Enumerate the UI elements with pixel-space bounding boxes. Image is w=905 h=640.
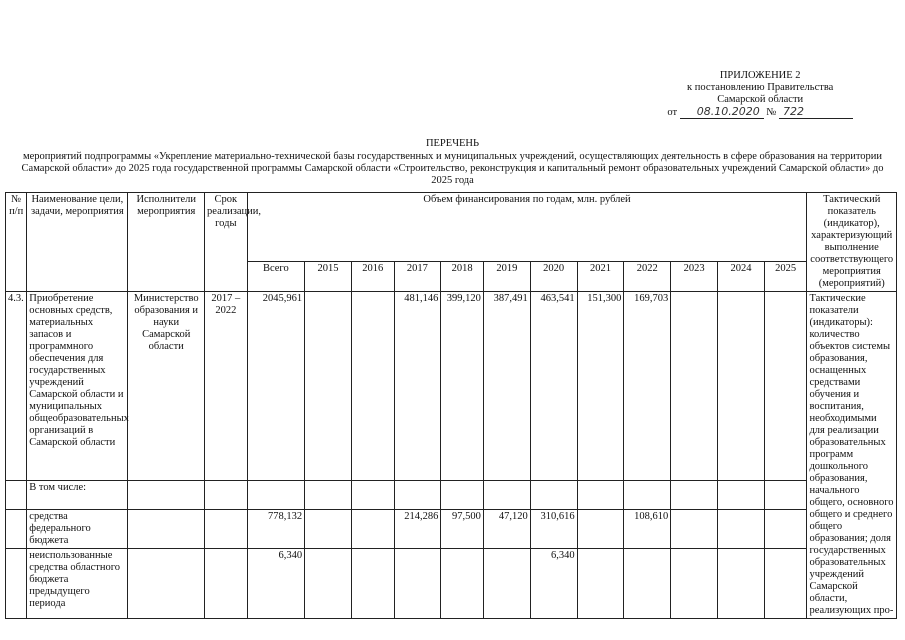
value-2018 <box>441 549 484 619</box>
header-num: № п/п <box>6 193 27 292</box>
value-2017: 214,286 <box>394 510 441 549</box>
value-2017 <box>394 481 441 510</box>
value-2015 <box>305 481 352 510</box>
row-name: неиспользованные средства областного бюджета предыдущего периода <box>27 549 128 619</box>
appendix-line-2: к постановлению Правительства <box>687 82 834 93</box>
value-2025 <box>764 510 807 549</box>
header-name: Наименование цели, задачи, мероприятия <box>27 193 128 292</box>
table-row <box>6 292 897 481</box>
appendix-line-3: Самарской области <box>717 94 804 105</box>
row-name: Приобретение основных средств, материальных запасов и программного обеспечения для государственных учреждений Самарской области и муниципальных общеобразовательных организаций в Самарской области <box>27 292 128 481</box>
value-2016 <box>351 292 394 481</box>
value-2022 <box>624 481 671 510</box>
header-year-2015: 2015 <box>305 262 352 292</box>
value-2019 <box>483 549 530 619</box>
row-num <box>6 549 27 619</box>
value-2021 <box>577 549 624 619</box>
value-2025 <box>764 549 807 619</box>
row-term <box>205 481 248 510</box>
header-year-2021: 2021 <box>577 262 624 292</box>
header-term: Срок реализации, годы <box>205 193 248 292</box>
header-tactical: Тактический показатель (индикатор), характеризующий выполнение соответствующего мероприятия (мероприятий) <box>807 193 897 292</box>
row-executor <box>128 549 205 619</box>
header-year-total: Всего <box>247 262 304 292</box>
row-name: В том числе: <box>27 481 128 510</box>
header-year-2017: 2017 <box>394 262 441 292</box>
value-2023 <box>671 510 718 549</box>
value-2025 <box>764 292 807 481</box>
value-2017: 481,146 <box>394 292 441 481</box>
handwritten-date: 08.10.2020 <box>680 106 764 119</box>
value-2018: 97,500 <box>441 510 484 549</box>
value-2019 <box>483 481 530 510</box>
value-2016 <box>351 481 394 510</box>
value-2019: 387,491 <box>483 292 530 481</box>
value-2015 <box>305 510 352 549</box>
value-2022 <box>624 549 671 619</box>
value-2020: 310,616 <box>530 510 577 549</box>
header-year-2020: 2020 <box>530 262 577 292</box>
value-2018: 399,120 <box>441 292 484 481</box>
document-subtitle: мероприятий подпрограммы «Укрепление материально-технической базы государственных и муниципальных учреждений, осуществляющих деятельность в сфере образования на территории Самарской области» до 2025 года государственной программы Самарской области «Строительство, реконструкция и капитальный ремонт образовательных учреждений Самарской области» до 2025 года <box>21 151 884 186</box>
value-2017 <box>394 549 441 619</box>
header-year-2019: 2019 <box>483 262 530 292</box>
value-2021 <box>577 481 624 510</box>
document-title: ПЕРЕЧЕНЬ <box>425 138 480 149</box>
value-2016 <box>351 510 394 549</box>
header-funding: Объем финансирования по годам, млн. рублей <box>247 193 807 262</box>
value-2020 <box>530 481 577 510</box>
value-2024 <box>718 510 765 549</box>
funding-table <box>5 192 897 619</box>
value-total: 778,132 <box>247 510 304 549</box>
header-executors: Исполнители мероприятия <box>128 193 205 292</box>
header-year-2025: 2025 <box>764 262 807 292</box>
row-num <box>6 481 27 510</box>
value-2024 <box>718 292 765 481</box>
header-year-2022: 2022 <box>624 262 671 292</box>
row-executor: Министерство образования и науки Самарской области <box>128 292 205 481</box>
value-2015 <box>305 549 352 619</box>
value-2021 <box>577 510 624 549</box>
value-total: 2045,961 <box>247 292 304 481</box>
value-2023 <box>671 549 718 619</box>
value-2022: 108,610 <box>624 510 671 549</box>
value-2023 <box>671 481 718 510</box>
handwritten-number: 722 <box>779 106 853 119</box>
table-row <box>6 549 897 619</box>
appendix-date-line <box>667 106 853 119</box>
row-term <box>205 549 248 619</box>
header-year-2018: 2018 <box>441 262 484 292</box>
row-num <box>6 510 27 549</box>
value-2020: 6,340 <box>530 549 577 619</box>
row-term <box>205 510 248 549</box>
value-total <box>247 481 304 510</box>
number-prefix: № <box>766 107 777 118</box>
value-2021: 151,300 <box>577 292 624 481</box>
row-executor <box>128 510 205 549</box>
value-2024 <box>718 549 765 619</box>
header-year-2023: 2023 <box>671 262 718 292</box>
appendix-title: ПРИЛОЖЕНИЕ 2 <box>719 70 801 81</box>
value-total: 6,340 <box>247 549 304 619</box>
value-2019: 47,120 <box>483 510 530 549</box>
value-2018 <box>441 481 484 510</box>
row-num: 4.3. <box>6 292 27 481</box>
value-2022: 169,703 <box>624 292 671 481</box>
row-term: 2017 – 2022 <box>205 292 248 481</box>
header-year-2024: 2024 <box>718 262 765 292</box>
header-year-2016: 2016 <box>351 262 394 292</box>
row-executor <box>128 481 205 510</box>
value-2024 <box>718 481 765 510</box>
value-2015 <box>305 292 352 481</box>
row-tactical: Тактические показатели (индикаторы): количество объектов системы образования, оснащенных средствами обучения и воспитания, необходимыми для реализации образовательных программ дошкольного образования, начального общего, основного общего и среднего общего образования; доля государственных образовательных учреждений Самарской области, реализующих про- <box>807 292 897 619</box>
appendix-block <box>667 70 853 119</box>
value-2020: 463,541 <box>530 292 577 481</box>
value-2023 <box>671 292 718 481</box>
value-2016 <box>351 549 394 619</box>
table-row <box>6 510 897 549</box>
table-row <box>6 481 897 510</box>
value-2025 <box>764 481 807 510</box>
date-prefix: от <box>667 107 678 118</box>
row-name: средства федерального бюджета <box>27 510 128 549</box>
